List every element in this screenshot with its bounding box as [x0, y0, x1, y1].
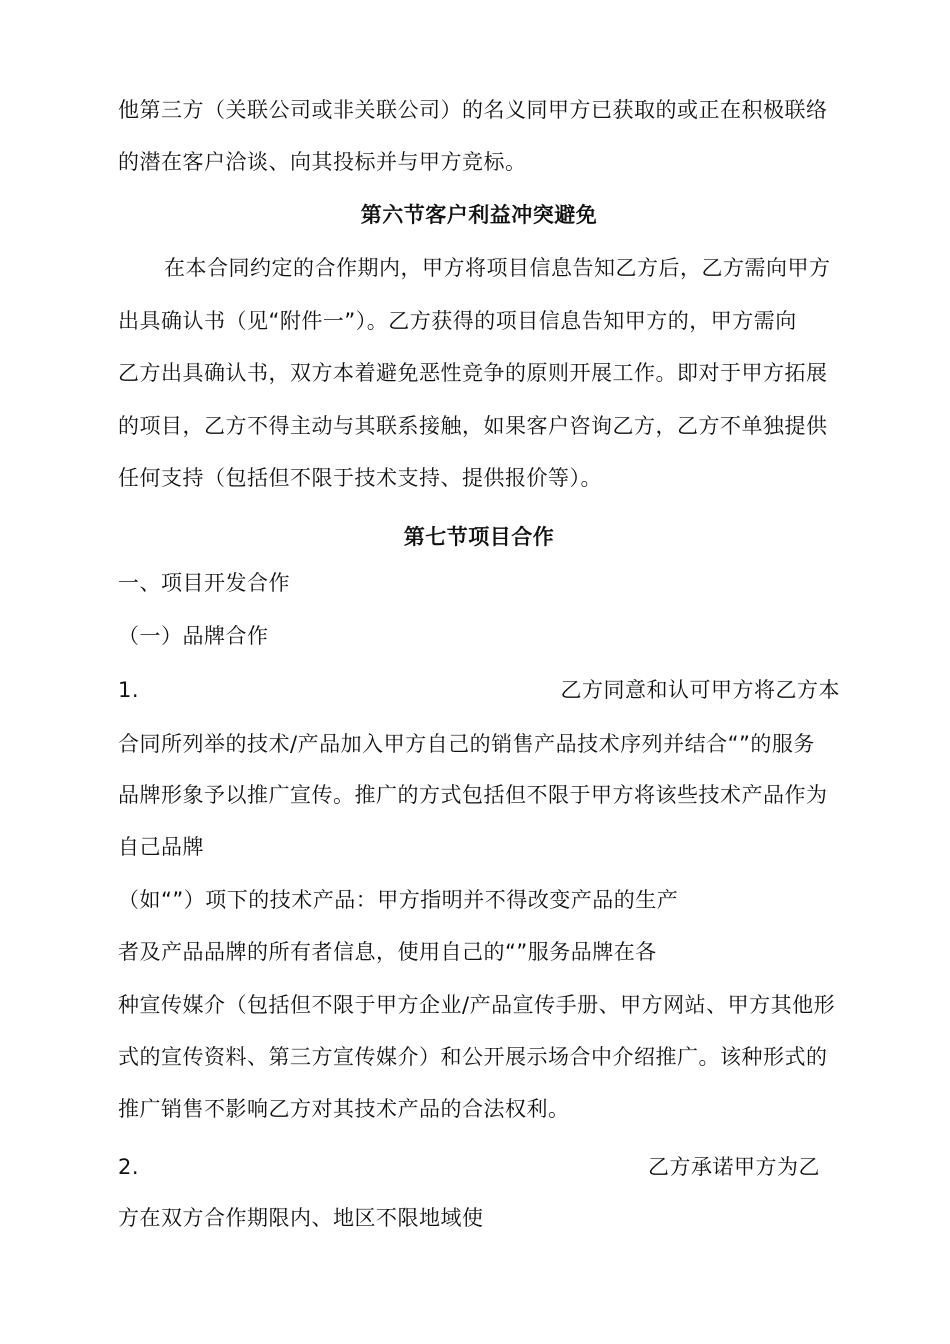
paragraph-line: 种宣传媒介（包括但不限于甲方企业/产品宣传手册、甲方网站、甲方其他形: [118, 993, 836, 1017]
section-heading: 第七节项目合作: [403, 525, 555, 549]
item-number: 1.: [118, 678, 140, 702]
paragraph-line: 乙方出具确认书，双方本着避免恶性竞争的原则开展工作。即对于甲方拓展: [118, 361, 828, 385]
section-heading: 第六节客户利益冲突避免: [360, 203, 598, 227]
paragraph-line: 的潜在客户洽谈、向其投标并与甲方竞标。: [118, 150, 527, 174]
paragraph-line: 出具确认书（见“附件一”）。乙方获得的项目信息告知甲方的，甲方需向: [118, 309, 797, 333]
paragraph-line: 自己品牌: [118, 835, 204, 859]
paragraph-line: 的项目，乙方不得主动与其联系接触，如果客户咨询乙方，乙方不单独提供: [118, 414, 828, 438]
paragraph-line: 方在双方合作期限内、地区不限地域使: [118, 1206, 484, 1230]
item-text: 乙方承诺甲方为乙: [648, 1155, 820, 1179]
paragraph-line: 他第三方（关联公司或非关联公司）的名义同甲方已获取的或正在积极联络: [118, 98, 828, 122]
numbered-item: [118, 1153, 820, 1181]
paragraph-line: （如“”）项下的技术产品：甲方指明并不得改变产品的生产: [118, 888, 679, 912]
paragraph-line: 在本合同约定的合作期内，甲方将项目信息告知乙方后，乙方需向甲方: [164, 256, 831, 280]
paragraph-line: 品牌形象予以推广宣传。推广的方式包括但不限于甲方将该些技术产品作为: [118, 783, 828, 807]
paragraph-line: 合同所列举的技术/产品加入甲方自己的销售产品技术序列并结合“”的服务: [118, 732, 815, 756]
numbered-item: [118, 676, 840, 704]
paragraph-line: 任何支持（包括但不限于技术支持、提供报价等）。: [118, 466, 602, 490]
subsection-heading: （一）品牌合作: [118, 624, 269, 648]
subsection-heading: 一、项目开发合作: [118, 571, 290, 595]
paragraph-line: 式的宣传资料、第三方宣传媒介）和公开展示场合中介绍推广。该种形式的: [118, 1045, 828, 1069]
item-text: 乙方同意和认可甲方将乙方本: [560, 678, 840, 702]
paragraph-line: 者及产品品牌的所有者信息，使用自己的“”服务品牌在各: [118, 940, 657, 964]
item-number: 2.: [118, 1155, 140, 1179]
paragraph-line: 推广销售不影响乙方对其技术产品的合法权利。: [118, 1097, 570, 1121]
